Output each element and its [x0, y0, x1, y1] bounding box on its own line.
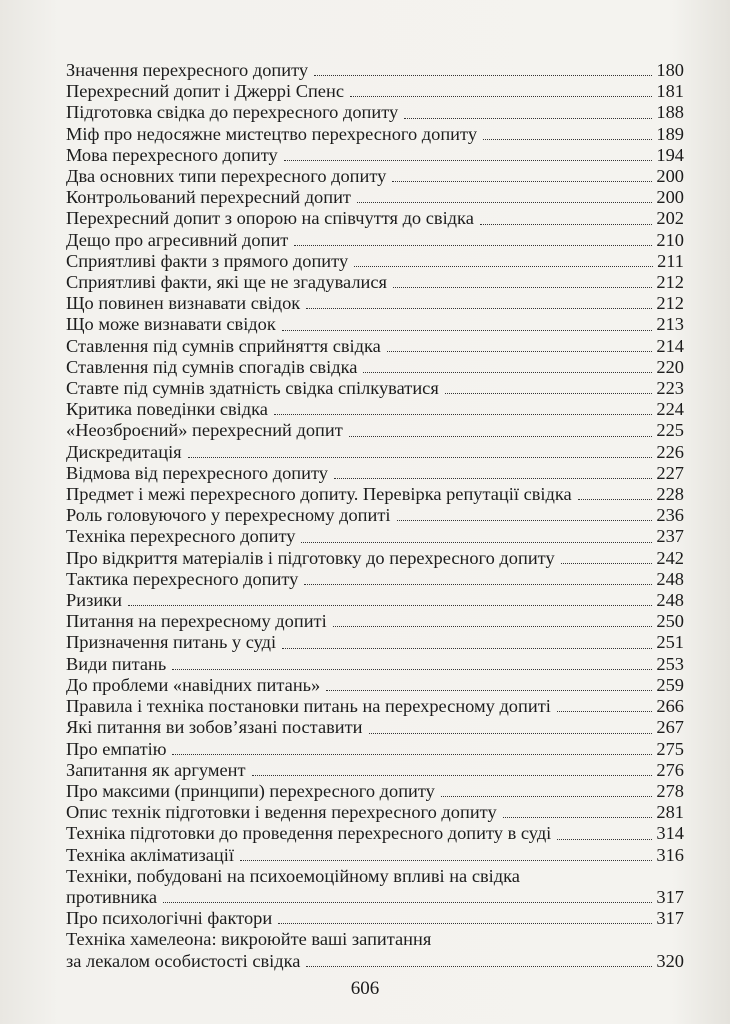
toc-entry-page: 189 [656, 123, 684, 144]
toc-entry-title: Мова перехресного допиту [66, 144, 278, 165]
toc-entry-title: Питання на перехресному допиті [66, 611, 327, 632]
toc-entry-page: 214 [656, 335, 684, 356]
toc-entry-page: 275 [656, 738, 684, 759]
toc-entry [66, 60, 684, 81]
dot-leader [350, 96, 652, 97]
toc-entry [66, 336, 684, 357]
toc-entry-title: Техніка хамелеона: викроюйте ваші запитання [66, 929, 432, 950]
dot-leader [578, 499, 653, 500]
toc-entry-title: Техніка перехресного допиту [66, 526, 296, 547]
toc-entry-title: Техніки, побудовані на психоемоційному впливі на свідка [66, 865, 520, 886]
toc-entry-page: 267 [656, 717, 684, 738]
toc-entry [66, 611, 684, 632]
toc-entry [66, 357, 684, 378]
dot-leader [561, 563, 653, 564]
dot-leader [357, 202, 652, 203]
toc-entry-title: Перехресний допит і Джеррі Спенс [66, 81, 344, 102]
dot-leader [274, 414, 652, 415]
toc-entry [66, 590, 684, 611]
dot-leader [404, 118, 652, 119]
toc-entry-title: Техніка акліматизації [66, 844, 234, 865]
toc-entry-title: Два основних типи перехресного допиту [66, 166, 387, 187]
toc-entry-title: Критика поведінки свідка [66, 399, 268, 420]
toc-entry-title: Які питання ви зобов’язані поставити [66, 717, 363, 738]
toc-entry-page: 281 [656, 802, 684, 823]
toc-entry-title-continued: противника [66, 886, 158, 907]
toc-entry-title: Про максими (принципи) перехресного допиту [66, 780, 435, 801]
dot-leader [284, 160, 653, 161]
dot-leader [314, 75, 652, 76]
dot-leader [278, 923, 652, 924]
toc-entry-page: 212 [656, 272, 684, 293]
toc-entry-page: 202 [656, 208, 684, 229]
dot-leader [387, 351, 653, 352]
dot-leader [306, 966, 652, 967]
toc-entry-title: До проблеми «навідних питань» [66, 674, 321, 695]
toc-entry-page: 266 [656, 696, 684, 717]
toc-entry [66, 251, 684, 272]
dot-leader [349, 436, 653, 437]
toc-entry [66, 760, 684, 781]
toc-entry-title: Про емпатію [66, 738, 167, 759]
dot-leader [282, 648, 652, 649]
dot-leader [354, 266, 653, 267]
dot-leader [483, 139, 652, 140]
toc-entry-title: Ризики [66, 590, 122, 611]
toc-entry-page: 236 [656, 505, 684, 526]
toc-entry [66, 230, 684, 251]
toc-entry [66, 802, 684, 823]
toc-entry-title: Сприятливі факти з прямого допиту [66, 250, 349, 271]
dot-leader [252, 775, 653, 776]
toc-entry-title: Ставлення під сумнів сприйняття свідка [66, 335, 381, 356]
toc-entry-page: 220 [656, 356, 684, 377]
toc-entry [66, 717, 684, 738]
toc-entry [66, 314, 684, 335]
toc-entry-page: 278 [656, 780, 684, 801]
toc-entry [66, 845, 684, 866]
dot-leader [172, 669, 652, 670]
dot-leader [397, 520, 653, 521]
toc-entry-title: Міф про недосяжне мистецтво перехресного допиту [66, 123, 478, 144]
dot-leader [392, 181, 652, 182]
dot-leader [557, 839, 652, 840]
toc-entry-title: Техніка підготовки до проведення перехресного допиту в суді [66, 823, 552, 844]
toc-entry-title: Призначення питань у суді [66, 632, 277, 653]
page-number: 606 [350, 978, 380, 999]
toc-entry-page: 227 [656, 462, 684, 483]
toc-entry-title: Значення перехресного допиту [66, 60, 309, 80]
toc-entry [66, 145, 684, 166]
dot-leader [304, 584, 652, 585]
toc-entry-title: Ставте під сумнів здатність свідка спілкуватися [66, 378, 439, 399]
toc-entry-title: Підготовка свідка до перехресного допиту [66, 102, 399, 123]
toc-entry-title: Дещо про агресивний допит [66, 229, 289, 250]
dot-leader [306, 308, 652, 309]
toc-entry [66, 81, 684, 102]
dot-leader [282, 330, 653, 331]
dot-leader [480, 224, 653, 225]
dot-leader [128, 605, 652, 606]
dot-leader [301, 542, 652, 543]
toc-entry-page: 188 [656, 102, 684, 123]
toc-entry-title: Ставлення під сумнів спогадів свідка [66, 356, 358, 377]
toc-entry-title: Відмова від перехресного допиту [66, 462, 328, 483]
toc-entry-page: 259 [656, 674, 684, 695]
toc-entry [66, 484, 684, 505]
dot-leader [334, 478, 652, 479]
toc-entry-title: Дискредитація [66, 441, 182, 462]
toc-entry-page: 242 [656, 547, 684, 568]
toc-entry-page: 314 [656, 823, 684, 844]
dot-leader [441, 796, 653, 797]
toc-entry [66, 463, 684, 484]
toc-entry-page: 276 [656, 759, 684, 780]
toc-entry-page: 317 [656, 908, 684, 929]
toc-entry [66, 102, 684, 123]
toc-entry-title: Правила і техніка постановки питань на перехресному допиті [66, 696, 551, 717]
toc-entry [66, 442, 684, 463]
dot-leader [393, 287, 652, 288]
toc-entry [66, 781, 684, 802]
table-of-contents [66, 60, 684, 972]
toc-entry-title: Запитання як аргумент [66, 759, 246, 780]
toc-entry-title: Контрольований перехресний допит [66, 187, 351, 208]
toc-entry-page: 181 [656, 81, 684, 102]
toc-entry [66, 696, 684, 717]
toc-entry-page: 224 [656, 399, 684, 420]
toc-entry-title: Перехресний допит з опорою на співчуття до свідка [66, 208, 474, 229]
toc-entry-title: Що повинен визнавати свідок [66, 293, 301, 314]
toc-entry-page: 316 [656, 844, 684, 865]
toc-entry [66, 526, 684, 547]
dot-leader [326, 690, 652, 691]
toc-entry-page: 213 [656, 314, 684, 335]
toc-entry [66, 569, 684, 590]
toc-entry-page: 210 [656, 229, 684, 250]
toc-entry-title: «Неозброєний» перехресний допит [66, 420, 343, 441]
toc-entry-title: Роль головуючого у перехресному допиті [66, 505, 391, 526]
toc-entry [66, 187, 684, 208]
toc-entry [66, 124, 684, 145]
dot-leader [557, 711, 653, 712]
toc-entry [66, 293, 684, 314]
toc-entry-page: 237 [656, 526, 684, 547]
dot-leader [240, 860, 652, 861]
toc-entry-page: 228 [656, 484, 684, 505]
toc-entry [66, 632, 684, 653]
toc-entry-page: 253 [656, 653, 684, 674]
toc-entry [66, 208, 684, 229]
toc-entry-page: 180 [656, 60, 684, 80]
toc-entry-title: Про психологічні фактори [66, 908, 273, 929]
toc-entry [66, 166, 684, 187]
dot-leader [333, 626, 653, 627]
toc-entry [66, 929, 684, 971]
dot-leader [445, 393, 653, 394]
toc-entry-page: 248 [656, 568, 684, 589]
toc-entry-title: Сприятливі факти, які ще не згадувалися [66, 272, 387, 293]
toc-entry [66, 823, 684, 844]
toc-entry-title: Що може визнавати свідок [66, 314, 276, 335]
toc-entry [66, 654, 684, 675]
toc-entry-page: 248 [656, 590, 684, 611]
toc-entry-page: 200 [656, 187, 684, 208]
toc-entry [66, 675, 684, 696]
dot-leader [363, 372, 652, 373]
toc-entry [66, 399, 684, 420]
toc-entry-page: 223 [656, 378, 684, 399]
toc-entry-page: 226 [656, 441, 684, 462]
toc-entry [66, 866, 684, 908]
toc-entry-title-continued: за лекалом особистості свідка [66, 950, 301, 971]
toc-entry [66, 739, 684, 760]
dot-leader [188, 457, 653, 458]
dot-leader [163, 902, 652, 903]
toc-entry [66, 378, 684, 399]
toc-entry-page: 250 [656, 611, 684, 632]
toc-entry-page: 212 [656, 293, 684, 314]
toc-entry-page: 211 [657, 250, 684, 271]
toc-entry-title: Тактика перехресного допиту [66, 568, 299, 589]
toc-entry-page: 251 [656, 632, 684, 653]
toc-entry-title: Опис технік підготовки і ведення перехресного допиту [66, 802, 497, 823]
toc-entry [66, 505, 684, 526]
toc-entry-page: 200 [656, 166, 684, 187]
toc-entry [66, 908, 684, 929]
dot-leader [294, 245, 652, 246]
toc-entry-title: Види питань [66, 653, 167, 674]
toc-entry [66, 420, 684, 441]
toc-entry-page: 320 [656, 950, 684, 971]
toc-entry-page: 225 [656, 420, 684, 441]
toc-entry [66, 272, 684, 293]
toc-entry-title: Предмет і межі перехресного допиту. Перевірка репутації свідка [66, 484, 572, 505]
toc-entry-page: 317 [656, 886, 684, 907]
dot-leader [172, 754, 652, 755]
toc-entry [66, 548, 684, 569]
toc-entry-page: 194 [656, 144, 684, 165]
dot-leader [503, 817, 653, 818]
toc-entry-title: Про відкриття матеріалів і підготовку до перехресного допиту [66, 547, 555, 568]
dot-leader [369, 733, 653, 734]
